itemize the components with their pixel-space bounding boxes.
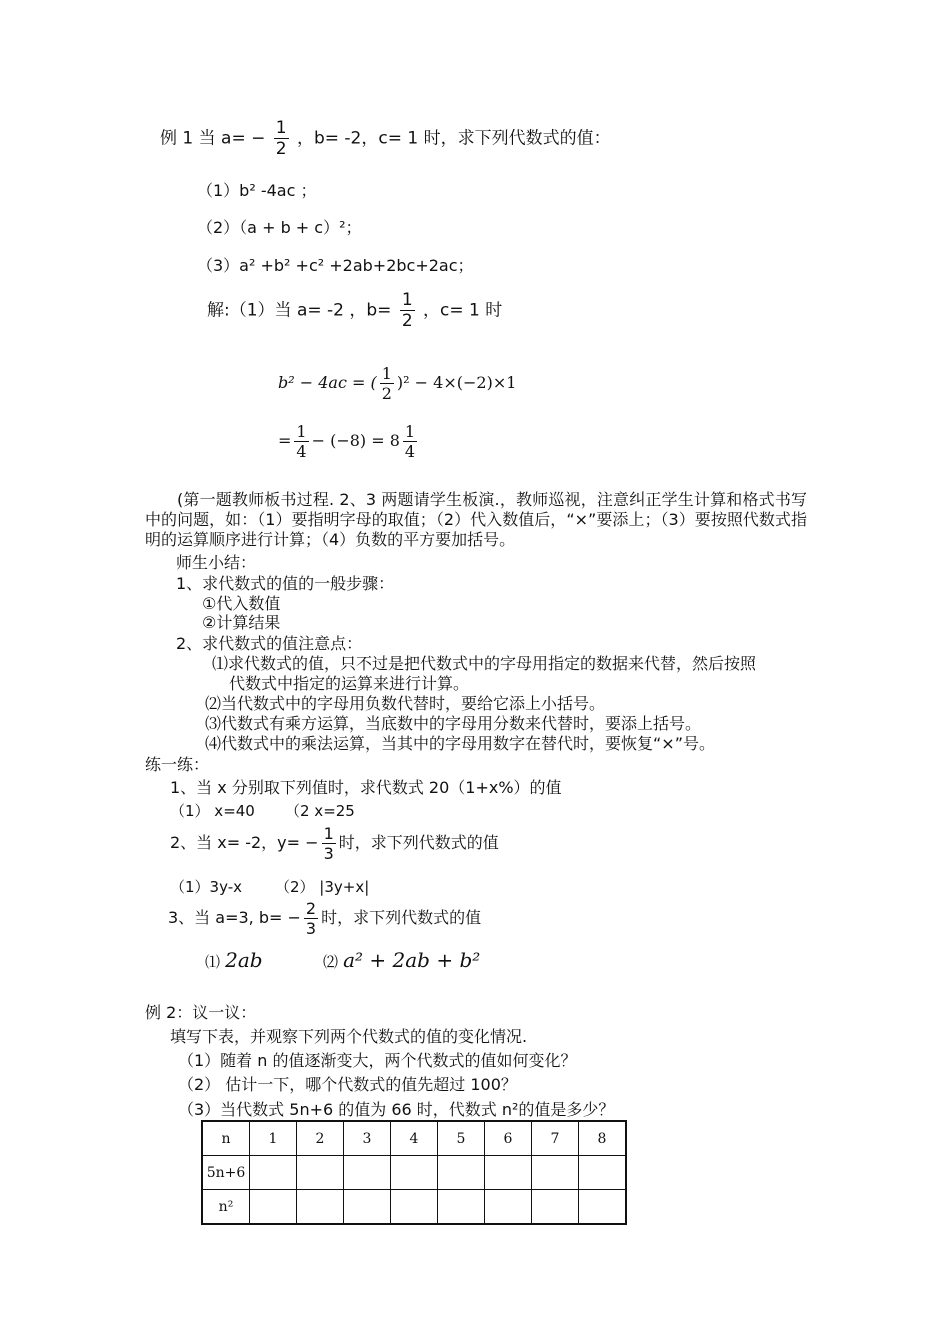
practice-q3-fraction bbox=[304, 899, 318, 938]
example2-q3: （3）当代数式 5n+6 的值为 66 时，代数式 n²的值是多少？ bbox=[178, 1100, 615, 1119]
summary-note-4: ⑷代数式中的乘法运算，当其中的字母用数字在替代时，要恢复“×”号。 bbox=[205, 734, 715, 753]
eq2-den: 4 bbox=[296, 442, 307, 461]
example2-title: 例 2：议一议： bbox=[145, 1003, 257, 1022]
table-header-cell: 4 bbox=[391, 1121, 438, 1156]
table-header-cell: 3 bbox=[344, 1121, 391, 1156]
practice-q1-option-1: （1） x=40 bbox=[170, 802, 255, 820]
table-header-cell: 2 bbox=[297, 1121, 344, 1156]
solution-suffix: ，c= 1 时 bbox=[423, 300, 503, 321]
table-header-cell: 6 bbox=[485, 1121, 532, 1156]
table-cell[interactable] bbox=[485, 1190, 532, 1225]
table-header-row bbox=[202, 1121, 626, 1156]
eq2-frac-den: 4 bbox=[404, 442, 416, 461]
solution-statement bbox=[207, 290, 502, 331]
table-header-cell: 7 bbox=[532, 1121, 579, 1156]
eq2-fraction-2 bbox=[403, 422, 417, 461]
table-cell[interactable] bbox=[532, 1156, 579, 1190]
eq2-left: = bbox=[278, 431, 292, 450]
table-row-label: n² bbox=[202, 1190, 250, 1225]
table-cell[interactable] bbox=[438, 1190, 485, 1225]
table-cell[interactable] bbox=[344, 1190, 391, 1225]
table-cell[interactable] bbox=[297, 1156, 344, 1190]
practice-q3-option-2 bbox=[323, 948, 480, 972]
summary-point-1: 1、求代数式的值的一般步骤： bbox=[176, 574, 395, 593]
table-row-label: 5n+6 bbox=[202, 1156, 250, 1190]
fraction-b bbox=[400, 290, 415, 331]
practice-q2-option-1: （1）3y-x bbox=[170, 878, 242, 896]
table-header-cell: 5 bbox=[438, 1121, 485, 1156]
table-cell[interactable] bbox=[297, 1190, 344, 1225]
table-cell[interactable] bbox=[438, 1156, 485, 1190]
table-cell[interactable] bbox=[485, 1156, 532, 1190]
fraction-b-num: 1 bbox=[401, 290, 413, 310]
equation-line-1 bbox=[278, 364, 516, 403]
practice-q3-option-2-label: ⑵ bbox=[323, 953, 339, 971]
value-table bbox=[201, 1120, 627, 1225]
practice-q2-option-2: （2） |3y+x| bbox=[275, 878, 370, 896]
practice-q3-option-1 bbox=[205, 948, 263, 972]
table-cell[interactable] bbox=[532, 1190, 579, 1225]
eq1-den: 2 bbox=[381, 384, 392, 403]
summary-note-2: ⑵当代数式中的字母用负数代替时，要给它添上小括号。 bbox=[205, 694, 606, 713]
practice-title: 练一练： bbox=[145, 755, 210, 774]
practice-q3-suffix: 时，求下列代数式的值 bbox=[321, 908, 482, 927]
practice-q2-prefix: 2、当 x= -2，y= − bbox=[170, 833, 319, 852]
eq2-mid: − (−8) = 8 bbox=[311, 431, 400, 450]
table-row bbox=[202, 1156, 626, 1190]
summary-note-1-line-1: ⑴求代数式的值，只不过是把代数式中的字母用指定的数据来代替，然后按照 bbox=[212, 654, 757, 673]
table-header-cell: n bbox=[202, 1121, 250, 1156]
fraction-a-den: 2 bbox=[275, 139, 287, 159]
example2-intro: 填写下表，并观察下列两个代数式的值的变化情况. bbox=[170, 1027, 528, 1046]
fraction-a bbox=[274, 118, 289, 159]
example1-suffix: ，b= -2，c= 1 时，求下列代数式的值： bbox=[296, 128, 611, 149]
practice-q2 bbox=[170, 824, 499, 863]
fraction-a-num: 1 bbox=[275, 118, 287, 138]
table-cell[interactable] bbox=[250, 1190, 297, 1225]
table-cell[interactable] bbox=[391, 1156, 438, 1190]
practice-q2-fraction bbox=[322, 824, 336, 863]
fraction-b-den: 2 bbox=[401, 311, 413, 331]
example1-statement bbox=[160, 118, 611, 159]
eq2-fraction-1 bbox=[294, 422, 308, 461]
summary-note-1-line-2: 代数式中指定的运算来进行计算。 bbox=[229, 674, 470, 693]
eq2-num: 1 bbox=[296, 422, 307, 441]
table-cell[interactable] bbox=[344, 1156, 391, 1190]
table-header-cell: 1 bbox=[250, 1121, 297, 1156]
summary-step-1: ①代入数值 bbox=[202, 594, 281, 613]
solution-prefix: 解:（1）当 a= -2 ，b= bbox=[207, 300, 392, 321]
table-cell[interactable] bbox=[579, 1156, 627, 1190]
eq1-fraction bbox=[380, 364, 394, 403]
example2-q2: （2） 估计一下，哪个代数式的值先超过 100？ bbox=[178, 1075, 517, 1094]
summary-point-2: 2、求代数式的值注意点： bbox=[176, 634, 363, 653]
example1-item-1: （1）b² -4ac ； bbox=[197, 181, 317, 200]
example1-item-3: （3）a² +b² +c² +2ab+2bc+2ac； bbox=[197, 256, 474, 275]
table-header-cell: 8 bbox=[579, 1121, 627, 1156]
practice-q1-option-2: （2 x=25 bbox=[285, 802, 355, 820]
practice-q3 bbox=[168, 899, 481, 938]
practice-q2-num: 1 bbox=[323, 824, 334, 843]
practice-q3-option-1-expr: 2ab bbox=[225, 948, 263, 972]
eq1-num: 1 bbox=[381, 364, 392, 383]
table-cell[interactable] bbox=[579, 1190, 627, 1225]
practice-q3-option-1-label: ⑴ bbox=[205, 953, 221, 971]
eq2-frac-num: 1 bbox=[404, 422, 416, 441]
eq1-right: )² − 4×(−2)×1 bbox=[396, 373, 517, 392]
summary-note-3: ⑶代数式有乘方运算，当底数中的字母用分数来代替时，要添上括号。 bbox=[205, 714, 702, 733]
practice-q3-prefix: 3、当 a=3, b= − bbox=[168, 908, 301, 927]
practice-q2-suffix: 时，求下列代数式的值 bbox=[338, 833, 499, 852]
practice-q3-option-2-expr: a² + 2ab + b² bbox=[343, 948, 481, 972]
example1-prefix: 例 1 当 a= − bbox=[160, 128, 266, 149]
practice-q3-num: 2 bbox=[305, 899, 317, 918]
table-cell[interactable] bbox=[250, 1156, 297, 1190]
summary-title: 师生小结： bbox=[176, 553, 257, 572]
table-row bbox=[202, 1190, 626, 1225]
example2-q1: （1）随着 n 的值逐渐变大，两个代数式的值如何变化？ bbox=[178, 1051, 577, 1070]
eq1-left: b² − 4ac = ( bbox=[278, 373, 377, 392]
teacher-note-paragraph: (第一题教师板书过程. 2、3 两题请学生板演.，教师巡视，注意纠正学生计算和格式书写中的问题，如：（1）要指明字母的取值；（2）代入数值后，“×”要添上；（3）要按照代数式指明的运算顺序进行计算；（4）负数的平方要加括号。 bbox=[145, 490, 807, 549]
practice-q2-den: 3 bbox=[323, 844, 334, 863]
summary-step-2: ②计算结果 bbox=[202, 613, 281, 632]
practice-q3-den: 3 bbox=[305, 919, 317, 938]
example1-item-2: （2）（a + b + c）²； bbox=[197, 218, 362, 237]
practice-q1: 1、当 x 分别取下列值时，求代数式 20（1+x%）的值 bbox=[170, 778, 562, 797]
table-cell[interactable] bbox=[391, 1190, 438, 1225]
equation-line-2 bbox=[278, 422, 420, 461]
